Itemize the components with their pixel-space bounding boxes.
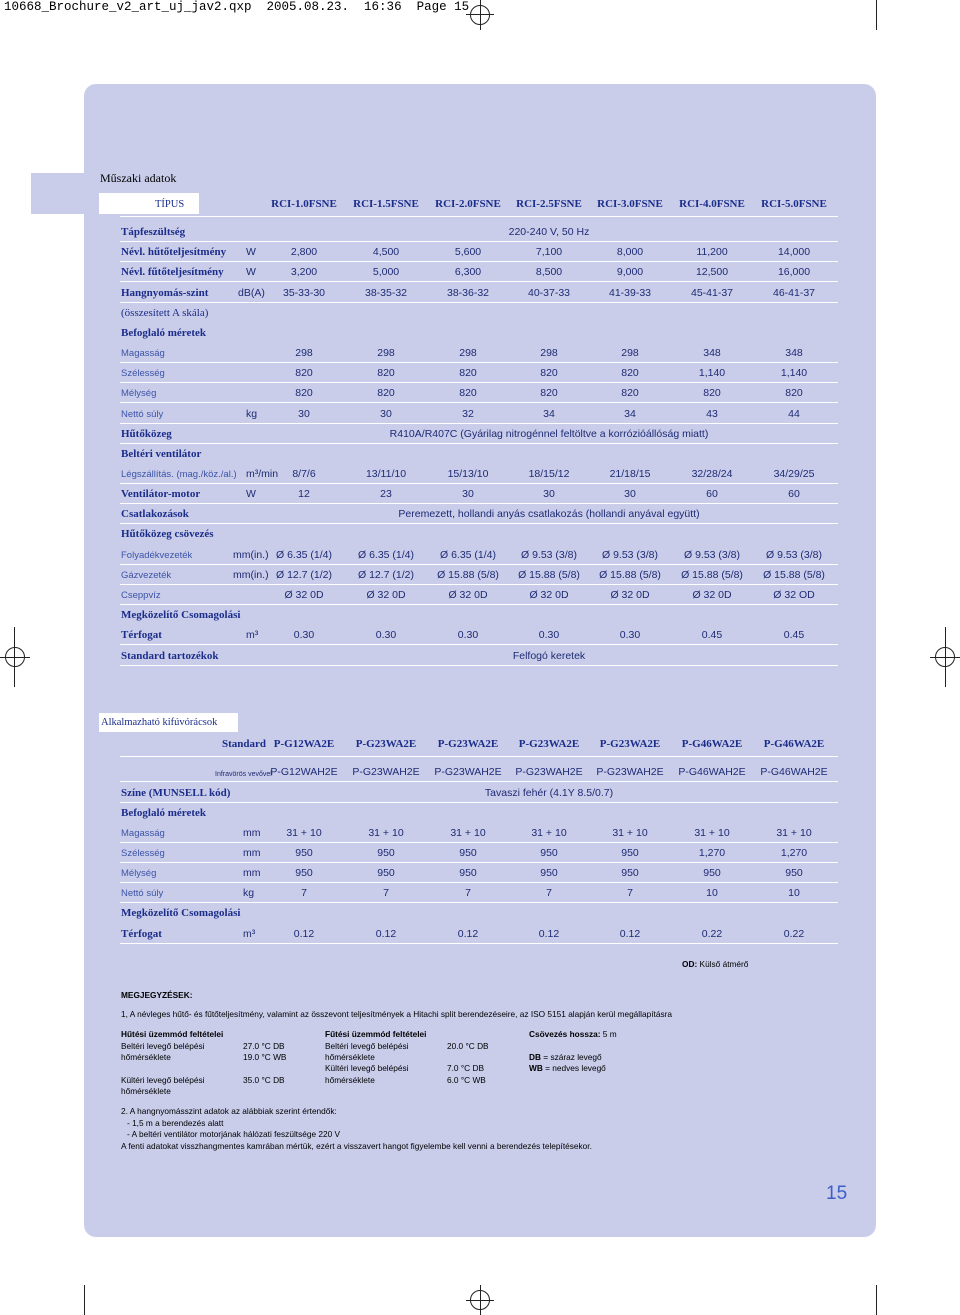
grille-cell-4-5: 950 bbox=[621, 867, 639, 879]
cell-6-2: 298 bbox=[377, 347, 395, 359]
grille-cell-7-6: 0.22 bbox=[701, 928, 723, 940]
row-label-3: Hangnyomás-szint bbox=[121, 287, 209, 299]
cell-16-2: Ø 6.35 (1/4) bbox=[357, 549, 415, 561]
cell-16-5: Ø 9.53 (3/8) bbox=[601, 549, 659, 561]
cell-2-5: 9,000 bbox=[616, 266, 644, 278]
cell-6-5: 298 bbox=[621, 347, 639, 359]
cell-12-6: 32/28/24 bbox=[691, 468, 733, 480]
row-label-2: Névl. fűtőteljesítmény bbox=[121, 266, 224, 278]
grille-row-unit-4: mm bbox=[243, 867, 261, 879]
cell-13-3: 30 bbox=[462, 488, 474, 500]
cell-2-6: 12,500 bbox=[695, 266, 729, 278]
cell-9-4: 34 bbox=[543, 408, 555, 420]
cell-1-3: 5,600 bbox=[454, 246, 482, 258]
cell-1-5: 8,000 bbox=[616, 246, 644, 258]
row-unit-9: kg bbox=[246, 408, 258, 420]
cell-2-4: 8,500 bbox=[535, 266, 563, 278]
cell-8-4: 820 bbox=[540, 387, 558, 399]
grille-cell-3-7: 1,270 bbox=[780, 847, 808, 859]
cell-20-4: 0.30 bbox=[538, 629, 560, 641]
heat-v2: 7.0 °C DB bbox=[447, 1063, 484, 1073]
grille-model-1: P-G12WA2E bbox=[273, 738, 335, 750]
row-rule-1 bbox=[120, 261, 838, 262]
cell-3-1: 35-33-30 bbox=[282, 287, 326, 299]
row-label-5: Befoglaló méretek bbox=[121, 327, 207, 339]
cell-8-1: 820 bbox=[295, 387, 313, 399]
row-unit-1: W bbox=[246, 246, 256, 258]
grille-ir-model-6: P-G46WAH2E bbox=[678, 766, 746, 778]
crop-mark-tr bbox=[876, 0, 877, 30]
grille-cell-4-6: 950 bbox=[703, 867, 721, 879]
cell-18-5: Ø 32 0D bbox=[610, 589, 650, 601]
grille-cell-4-1: 950 bbox=[295, 867, 313, 879]
row-label-11: Beltéri ventilátor bbox=[121, 448, 202, 460]
cell-2-1: 3,200 bbox=[290, 266, 318, 278]
grille-row-unit-7: m³ bbox=[243, 928, 256, 940]
cell-16-3: Ø 6.35 (1/4) bbox=[439, 549, 497, 561]
grille-cell-5-5: 7 bbox=[627, 887, 633, 899]
grille-header-rule bbox=[120, 756, 838, 757]
cool-l1b: hőmérséklete bbox=[121, 1052, 171, 1062]
grille-cell-7-4: 0.12 bbox=[538, 928, 560, 940]
cell-17-5: Ø 15.88 (5/8) bbox=[599, 569, 661, 581]
cell-13-6: 60 bbox=[706, 488, 718, 500]
cell-18-6: Ø 32 0D bbox=[692, 589, 732, 601]
row-label-1: Névl. hűtőteljesítmény bbox=[121, 246, 227, 258]
cell-20-3: 0.30 bbox=[457, 629, 479, 641]
cell-12-5: 21/18/15 bbox=[609, 468, 651, 480]
grille-model-4: P-G23WA2E bbox=[518, 738, 580, 750]
row-label-0: Tápfeszültség bbox=[121, 226, 186, 238]
cell-6-7: 348 bbox=[785, 347, 803, 359]
row-label-9: Nettó súly bbox=[121, 409, 164, 420]
cell-9-1: 30 bbox=[298, 408, 310, 420]
cell-6-4: 298 bbox=[540, 347, 558, 359]
cell-8-2: 820 bbox=[377, 387, 395, 399]
model-header-3: RCI-2.0FSNE bbox=[435, 198, 501, 210]
row-label-19: Megközelítő Csomagolási bbox=[121, 609, 241, 621]
row-rule-20 bbox=[120, 644, 838, 645]
cell-3-5: 41-39-33 bbox=[608, 287, 652, 299]
cell-16-1: Ø 6.35 (1/4) bbox=[275, 549, 333, 561]
grille-cell-5-3: 7 bbox=[465, 887, 471, 899]
row-unit-13: W bbox=[246, 488, 256, 500]
cool-l2: Kültéri levegő belépési bbox=[121, 1075, 205, 1085]
row-rule-7 bbox=[120, 382, 838, 383]
row-rule-9 bbox=[120, 423, 838, 424]
grille-cell-2-5: 31 + 10 bbox=[612, 827, 648, 839]
registration-mark-bottom bbox=[470, 1290, 490, 1310]
cell-18-3: Ø 32 0D bbox=[448, 589, 488, 601]
model-header-2: RCI-1.5FSNE bbox=[353, 198, 419, 210]
grille-model-3: P-G23WA2E bbox=[437, 738, 499, 750]
grille-row-rule-5 bbox=[120, 902, 838, 903]
grille-ir-model-3: P-G23WAH2E bbox=[434, 766, 502, 778]
grille-cell-7-2: 0.12 bbox=[375, 928, 397, 940]
grille-row-span-0: Tavaszi fehér (4.1Y 8.5/0.7) bbox=[484, 787, 614, 799]
cell-3-4: 40-37-33 bbox=[527, 287, 571, 299]
cell-18-2: Ø 32 0D bbox=[366, 589, 406, 601]
grille-cell-5-6: 10 bbox=[706, 887, 718, 899]
cell-8-6: 820 bbox=[703, 387, 721, 399]
grille-row-rule-2 bbox=[120, 842, 838, 843]
cell-16-4: Ø 9.53 (3/8) bbox=[520, 549, 578, 561]
grille-cell-7-3: 0.12 bbox=[457, 928, 479, 940]
row-rule-8 bbox=[120, 402, 838, 403]
grille-row-label-4: Mélység bbox=[121, 868, 157, 879]
cell-9-6: 43 bbox=[706, 408, 718, 420]
note-2: 2. A hangnyomásszint adatok az alábbiak szerint értendők: bbox=[121, 1106, 337, 1116]
cell-9-3: 32 bbox=[462, 408, 474, 420]
grille-row-label-3: Szélesség bbox=[121, 848, 165, 859]
grille-cell-5-1: 7 bbox=[301, 887, 307, 899]
heat-l2: Kültéri levegő belépési bbox=[325, 1063, 409, 1073]
row-rule-3 bbox=[120, 302, 838, 303]
row-label-13: Ventilátor-motor bbox=[121, 488, 201, 500]
cell-17-4: Ø 15.88 (5/8) bbox=[518, 569, 580, 581]
cell-20-1: 0.30 bbox=[293, 629, 315, 641]
section-title: Műszaki adatok bbox=[100, 171, 177, 185]
cell-7-1: 820 bbox=[295, 367, 313, 379]
row-label-20: Térfogat bbox=[121, 629, 162, 641]
row-rule-10 bbox=[120, 443, 838, 444]
cool-v1: 27.0 °C DB bbox=[243, 1041, 285, 1051]
note-2a: - 1,5 m a berendezés alatt bbox=[127, 1118, 224, 1128]
grille-model-6: P-G46WA2E bbox=[681, 738, 743, 750]
cool-v2: 19.0 °C WB bbox=[243, 1052, 287, 1062]
row-label-6: Magasság bbox=[121, 348, 165, 359]
grille-cell-2-1: 31 + 10 bbox=[286, 827, 322, 839]
tipus-label: TÍPUS bbox=[155, 199, 185, 210]
cell-1-6: 11,200 bbox=[696, 246, 728, 258]
row-span-14: Peremezett, hollandi anyás csatlakozás (hollandi anyával együtt) bbox=[398, 508, 700, 520]
grille-header-label: Standard bbox=[222, 738, 267, 750]
model-header-6: RCI-4.0FSNE bbox=[679, 198, 745, 210]
row-rule-13 bbox=[120, 503, 838, 504]
cell-17-2: Ø 12.7 (1/2) bbox=[357, 569, 415, 581]
grille-row-label-6: Megközelítő Csomagolási bbox=[121, 907, 241, 919]
row-label-16: Folyadékvezeték bbox=[121, 550, 193, 561]
crop-mark-br bbox=[876, 1285, 877, 1315]
grille-cell-2-3: 31 + 10 bbox=[450, 827, 486, 839]
heat-v1: 20.0 °C DB bbox=[447, 1041, 489, 1051]
cell-17-3: Ø 15.88 (5/8) bbox=[437, 569, 499, 581]
grille-cell-2-6: 31 + 10 bbox=[694, 827, 730, 839]
row-span-10: R410A/R407C (Gyárilag nitrogénnel feltöltve a korrózióállóság miatt) bbox=[389, 428, 709, 440]
cool-l1: Beltéri levegő belépési bbox=[121, 1041, 205, 1051]
row-rule-17 bbox=[120, 584, 838, 585]
row-unit-17: mm(in.) bbox=[233, 569, 269, 581]
cell-7-5: 820 bbox=[621, 367, 639, 379]
cell-9-2: 30 bbox=[380, 408, 392, 420]
grille-row-rule-4 bbox=[120, 882, 838, 883]
cell-17-1: Ø 12.7 (1/2) bbox=[275, 569, 333, 581]
cell-6-1: 298 bbox=[295, 347, 313, 359]
cell-18-7: Ø 32 OD bbox=[773, 589, 815, 601]
cell-13-2: 23 bbox=[380, 488, 392, 500]
grille-cell-3-1: 950 bbox=[295, 847, 313, 859]
row-rule-21 bbox=[120, 665, 838, 666]
cell-1-7: 14,000 bbox=[777, 246, 811, 258]
grille-row-label-2: Magasság bbox=[121, 828, 165, 839]
heat-title: Fűtési üzemmód feltételei bbox=[325, 1029, 427, 1039]
grille-cell-5-7: 10 bbox=[788, 887, 800, 899]
cell-17-7: Ø 15.88 (5/8) bbox=[763, 569, 825, 581]
row-label-8: Mélység bbox=[121, 388, 157, 399]
cell-16-6: Ø 9.53 (3/8) bbox=[683, 549, 741, 561]
row-unit-2: W bbox=[246, 266, 256, 278]
model-header-5: RCI-3.0FSNE bbox=[597, 198, 663, 210]
grille-ir-label: Infravörös vevővel bbox=[215, 771, 272, 778]
grille-row-label-5: Nettó súly bbox=[121, 888, 164, 899]
grille-ir-model-2: P-G23WAH2E bbox=[352, 766, 420, 778]
row-unit-3: dB(A) bbox=[238, 287, 265, 299]
cell-6-3: 298 bbox=[459, 347, 477, 359]
cell-12-2: 13/11/10 bbox=[365, 468, 407, 480]
cell-20-5: 0.30 bbox=[619, 629, 641, 641]
grille-cell-7-1: 0.12 bbox=[293, 928, 315, 940]
grille-cell-2-2: 31 + 10 bbox=[368, 827, 404, 839]
note-2b: - A beltéri ventilátor motorjának hálózati feszültsége 220 V bbox=[127, 1129, 341, 1139]
model-header-7: RCI-5.0FSNE bbox=[761, 198, 827, 210]
heat-l2b: hőmérséklete bbox=[325, 1075, 375, 1085]
registration-mark-top bbox=[470, 5, 490, 25]
cell-8-7: 820 bbox=[785, 387, 803, 399]
grille-cell-3-5: 950 bbox=[621, 847, 639, 859]
cell-3-3: 38-36-32 bbox=[446, 287, 490, 299]
row-label-12: Légszállítás. (mag./köz./al.) bbox=[121, 469, 237, 480]
row-rule-2 bbox=[120, 281, 838, 282]
header-rule bbox=[120, 216, 838, 217]
row-unit-12: m³/min bbox=[246, 468, 279, 480]
cell-12-3: 15/13/10 bbox=[447, 468, 489, 480]
row-rule-18 bbox=[120, 604, 838, 605]
cell-1-1: 2,800 bbox=[290, 246, 318, 258]
grille-row-label-0: Színe (MUNSELL kód) bbox=[121, 787, 231, 799]
grille-cell-4-2: 950 bbox=[377, 867, 395, 879]
cell-8-5: 820 bbox=[621, 387, 639, 399]
grille-cell-2-4: 31 + 10 bbox=[531, 827, 567, 839]
cell-2-3: 6,300 bbox=[454, 266, 482, 278]
grille-cell-4-7: 950 bbox=[785, 867, 803, 879]
cell-3-7: 46-41-37 bbox=[772, 287, 816, 299]
grille-cell-3-6: 1,270 bbox=[698, 847, 726, 859]
cell-3-6: 45-41-37 bbox=[690, 287, 734, 299]
registration-mark-left bbox=[5, 647, 25, 667]
crop-mark-bl bbox=[84, 1285, 85, 1315]
cell-12-7: 34/29/25 bbox=[773, 468, 815, 480]
heat-v3: 6.0 °C WB bbox=[447, 1075, 486, 1085]
row-rule-14 bbox=[120, 523, 838, 524]
heat-l1b: hőmérséklete bbox=[325, 1052, 375, 1062]
grille-row-label-7: Térfogat bbox=[121, 928, 162, 940]
row-unit-16: mm(in.) bbox=[233, 549, 269, 561]
grille-cell-7-5: 0.12 bbox=[619, 928, 641, 940]
row-label-7: Szélesség bbox=[121, 368, 165, 379]
grille-cell-7-7: 0.22 bbox=[783, 928, 805, 940]
row-label-4: (összesített A skála) bbox=[121, 307, 209, 319]
db-legend: DB = száraz levegő bbox=[529, 1052, 602, 1062]
cell-7-6: 1,140 bbox=[698, 367, 726, 379]
cell-12-1: 8/7/6 bbox=[292, 468, 316, 480]
row-label-21: Standard tartozékok bbox=[121, 650, 219, 662]
page-number: 15 bbox=[826, 1183, 848, 1204]
cell-20-6: 0.45 bbox=[701, 629, 723, 641]
row-rule-0 bbox=[120, 241, 838, 242]
wb-legend: WB = nedves levegő bbox=[529, 1063, 606, 1073]
grille-cell-5-4: 7 bbox=[546, 887, 552, 899]
note-1: 1, A névleges hűtő- és fűtőteljesítmény, valamint az összevont teljesítmények a Hitachi split berendezéseire, az ISO 5151 alapján kerül megállapításra bbox=[121, 1009, 672, 1019]
cell-1-2: 4,500 bbox=[372, 246, 400, 258]
cool-v3: 35.0 °C DB bbox=[243, 1075, 285, 1085]
grille-row-unit-3: mm bbox=[243, 847, 261, 859]
cell-12-4: 18/15/12 bbox=[528, 468, 570, 480]
grille-model-5: P-G23WA2E bbox=[599, 738, 661, 750]
cell-7-4: 820 bbox=[540, 367, 558, 379]
heat-l1: Beltéri levegő belépési bbox=[325, 1041, 409, 1051]
grille-ir-model-1: P-G12WAH2E bbox=[270, 766, 338, 778]
grille-row-unit-2: mm bbox=[243, 827, 261, 839]
row-label-18: Cseppvíz bbox=[121, 590, 161, 601]
grille-title: Alkalmazható kifúvórácsok bbox=[101, 717, 218, 728]
cell-13-7: 60 bbox=[788, 488, 800, 500]
cell-9-7: 44 bbox=[788, 408, 800, 420]
grille-ir-model-5: P-G23WAH2E bbox=[596, 766, 664, 778]
grille-cell-3-2: 950 bbox=[377, 847, 395, 859]
cell-7-2: 820 bbox=[377, 367, 395, 379]
grille-row-rule-3 bbox=[120, 862, 838, 863]
grille-cell-3-4: 950 bbox=[540, 847, 558, 859]
notes-heading: MEGJEGYZÉSEK: bbox=[121, 990, 193, 1000]
cell-13-4: 30 bbox=[543, 488, 555, 500]
grille-row-unit-5: kg bbox=[243, 887, 255, 899]
grille-cell-4-4: 950 bbox=[540, 867, 558, 879]
cell-1-4: 7,100 bbox=[535, 246, 563, 258]
cell-3-2: 38-35-32 bbox=[364, 287, 408, 299]
row-unit-20: m³ bbox=[246, 629, 259, 641]
grille-row-rule-7 bbox=[120, 943, 838, 944]
grille-model-7: P-G46WA2E bbox=[763, 738, 825, 750]
cell-20-7: 0.45 bbox=[783, 629, 805, 641]
grille-ir-model-4: P-G23WAH2E bbox=[515, 766, 583, 778]
grille-cell-4-3: 950 bbox=[459, 867, 477, 879]
file-header: 10668_Brochure_v2_art_uj_jav2.qxp 2005.08.23. 16:36 Page 15 bbox=[4, 0, 470, 14]
grille-ir-rule bbox=[120, 781, 838, 782]
row-rule-16 bbox=[120, 564, 838, 565]
row-label-10: Hűtőközeg bbox=[121, 428, 172, 440]
cell-16-7: Ø 9.53 (3/8) bbox=[765, 549, 823, 561]
row-span-21: Felfogó keretek bbox=[512, 650, 586, 662]
registration-mark-right bbox=[935, 647, 955, 667]
grille-cell-2-7: 31 + 10 bbox=[776, 827, 812, 839]
row-label-15: Hűtőközeg csövezés bbox=[121, 528, 214, 540]
grille-ir-model-7: P-G46WAH2E bbox=[760, 766, 828, 778]
grille-model-2: P-G23WA2E bbox=[355, 738, 417, 750]
row-span-0: 220-240 V, 50 Hz bbox=[508, 226, 590, 238]
cell-9-5: 34 bbox=[624, 408, 636, 420]
cell-18-1: Ø 32 0D bbox=[284, 589, 324, 601]
cell-2-7: 16,000 bbox=[777, 266, 811, 278]
od-note: OD: Külső átmérő bbox=[682, 959, 749, 969]
grille-cell-5-2: 7 bbox=[383, 887, 389, 899]
grille-cell-3-3: 950 bbox=[459, 847, 477, 859]
cell-7-3: 820 bbox=[459, 367, 477, 379]
note-3: A fenti adatokat visszhangmentes kamrában mértük, ezért a visszavert hangot figyelembe kell venni a berendezés telepítésekor. bbox=[121, 1141, 592, 1151]
cell-13-1: 12 bbox=[298, 488, 310, 500]
cell-18-4: Ø 32 0D bbox=[529, 589, 569, 601]
cell-8-3: 820 bbox=[459, 387, 477, 399]
grille-row-rule-0 bbox=[120, 802, 838, 803]
grille-row-label-1: Befoglaló méretek bbox=[121, 807, 207, 819]
cell-6-6: 348 bbox=[703, 347, 721, 359]
cell-13-5: 30 bbox=[624, 488, 636, 500]
pipe-length: Csövezés hossza: 5 m bbox=[529, 1029, 617, 1039]
cell-2-2: 5,000 bbox=[372, 266, 400, 278]
cell-17-6: Ø 15.88 (5/8) bbox=[681, 569, 743, 581]
row-label-14: Csatlakozások bbox=[121, 508, 189, 520]
cell-20-2: 0.30 bbox=[375, 629, 397, 641]
row-rule-12 bbox=[120, 483, 838, 484]
row-rule-6 bbox=[120, 362, 838, 363]
model-header-4: RCI-2.5FSNE bbox=[516, 198, 582, 210]
cool-title: Hűtési üzemmód feltételei bbox=[121, 1029, 224, 1039]
row-label-17: Gázvezeték bbox=[121, 570, 172, 581]
model-header-1: RCI-1.0FSNE bbox=[271, 198, 337, 210]
cool-l2b: hőmérséklete bbox=[121, 1086, 171, 1096]
cell-7-7: 1,140 bbox=[780, 367, 808, 379]
